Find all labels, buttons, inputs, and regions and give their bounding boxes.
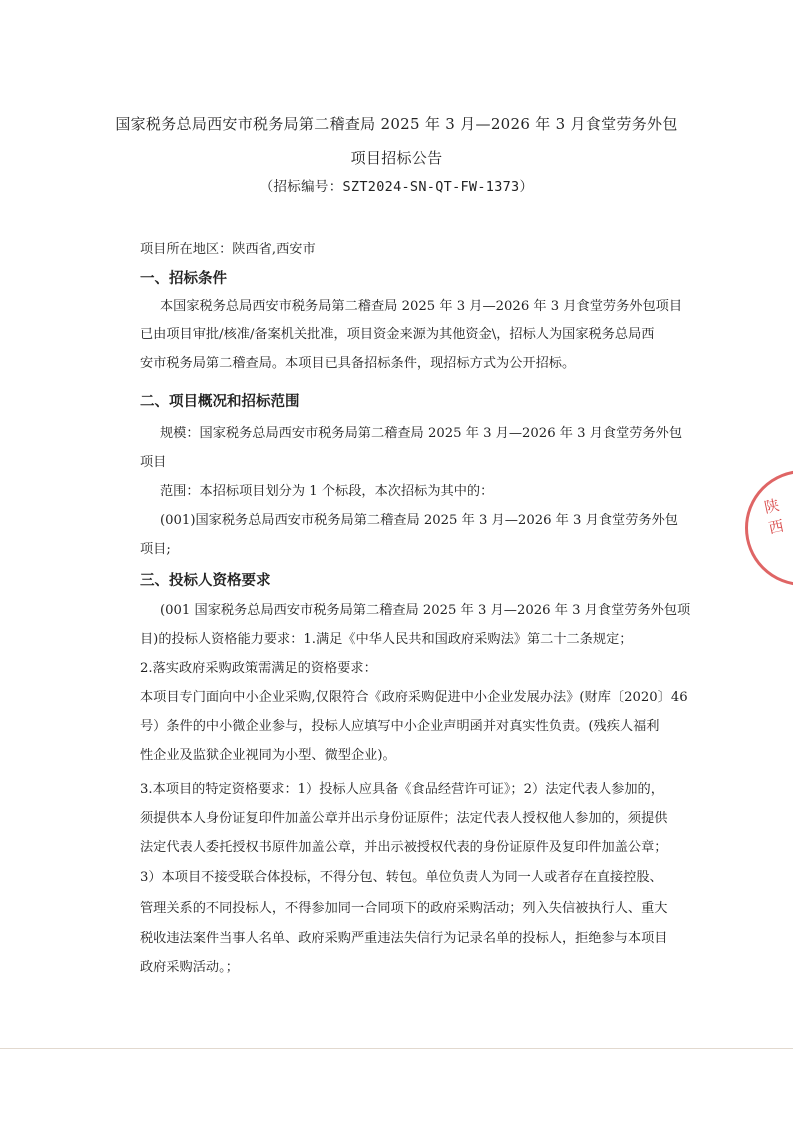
- section-3-line: 2.落实政府采购政策需满足的资格要求：: [140, 661, 377, 676]
- section-1-line: 安市税务局第二稽查局。本项目已具备招标条件，现招标方式为公开招标。: [140, 356, 576, 371]
- section-3-line: 须提供本人身份证复印件加盖公章并出示身份证原件；法定代表人授权他人参加的，须提供: [140, 811, 668, 826]
- seal-text: 陕西: [760, 496, 788, 542]
- document-title-line-2: 项目招标公告: [350, 149, 443, 167]
- scale-line: 项目: [140, 455, 167, 470]
- scale-line: 规模：国家税务总局西安市税务局第二稽查局 2025 年 3 月—2026 年 3 月食堂劳务外包: [160, 426, 683, 441]
- document-title-line-1: 国家税务总局西安市税务局第二稽查局 2025 年 3 月—2026 年 3 月食堂劳务外包: [115, 115, 678, 133]
- section-3-line: 税收违法案件当事人名单、政府采购严重违法失信行为记录名单的投标人，拒绝参与本项目: [140, 931, 668, 946]
- section-3-line: 目)的投标人资格能力要求：1.满足《中华人民共和国政府采购法》第二十二条规定；: [140, 632, 633, 647]
- section-3-line: 管理关系的不同投标人，不得参加同一合同项下的政府采购活动；列入失信被执行人、重大: [140, 901, 668, 916]
- page-divider: [0, 1048, 793, 1049]
- section-3-heading: 三、投标人资格要求: [140, 573, 271, 589]
- section-3-line: (001 国家税务总局西安市税务局第二稽查局 2025 年 3 月—2026 年 3 月食堂劳务外包项: [160, 603, 691, 618]
- lot-line: 项目;: [140, 542, 171, 557]
- tender-code: （招标编号：SZT2024-SN-QT-FW-1373）: [259, 179, 534, 195]
- section-3-line: 性企业及监狱企业视同为小型、微型企业)。: [140, 748, 396, 763]
- section-3-line: 本项目专门面向中小企业采购,仅限符合《政府采购促进中小企业发展办法》(财库〔2020〕46: [140, 690, 688, 705]
- section-1-heading: 一、招标条件: [140, 271, 227, 287]
- project-region: 项目所在地区：陕西省,西安市: [140, 242, 316, 257]
- section-3-line: 3.本项目的特定资格要求：1）投标人应具备《食品经营许可证》；2）法定代表人参加的，: [140, 782, 664, 797]
- scope-line: 范围：本招标项目划分为 1 个标段，本次招标为其中的：: [160, 484, 494, 499]
- section-3-line: 政府采购活动。；: [140, 960, 239, 975]
- section-3-line: 号）条件的中小微企业参与，投标人应填写中小企业声明函并对真实性负责。(残疾人福利: [140, 719, 660, 734]
- section-1-line: 本国家税务总局西安市税务局第二稽查局 2025 年 3 月—2026 年 3 月食堂劳务外包项目: [160, 299, 683, 314]
- section-1-line: 已由项目审批/核准/备案机关批准，项目资金来源为其他资金\，招标人为国家税务总局西: [140, 327, 655, 342]
- section-2-heading: 二、项目概况和招标范围: [140, 394, 300, 410]
- section-3-line: 3）本项目不接受联合体投标，不得分包、转包。单位负责人为同一人或者存在直接控股、: [140, 870, 663, 885]
- lot-line: (001)国家税务总局西安市税务局第二稽查局 2025 年 3 月—2026 年 3 月食堂劳务外包: [160, 513, 678, 528]
- section-3-line: 法定代表人委托授权书原件加盖公章，并出示被授权代表的身份证原件及复印件加盖公章；: [140, 840, 668, 855]
